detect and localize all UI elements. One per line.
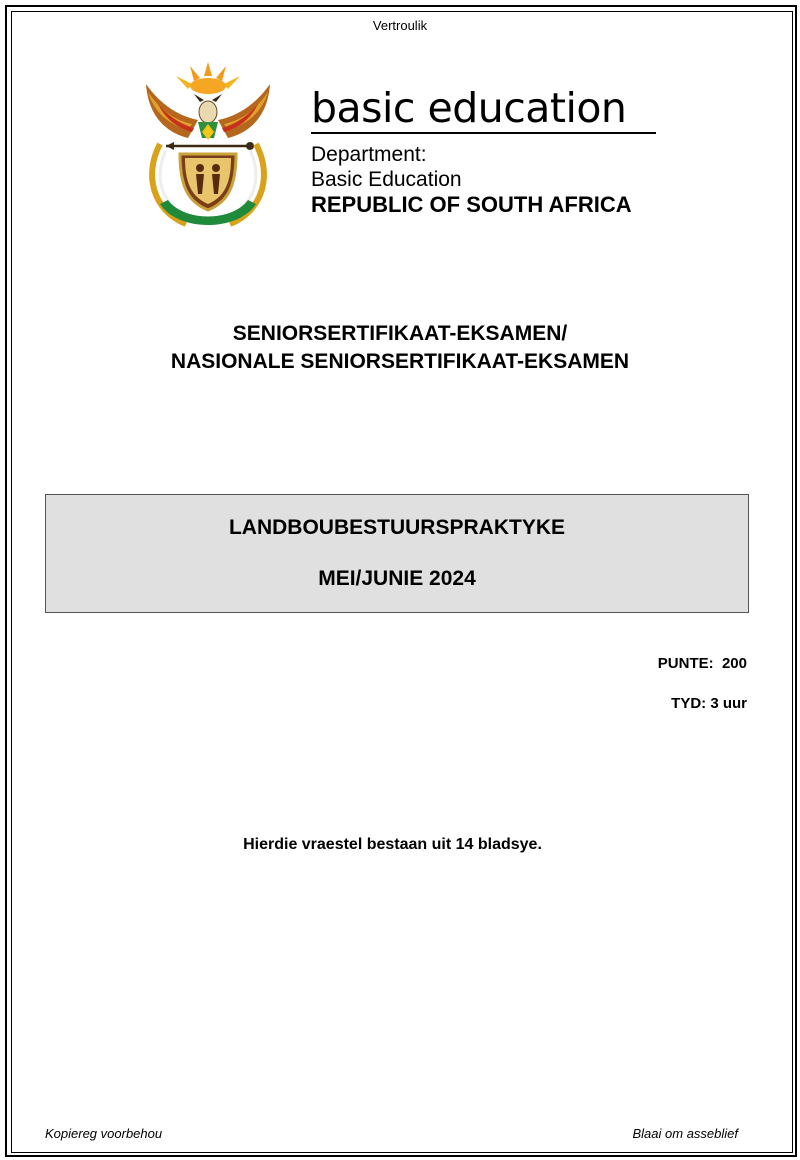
- subject-name: LANDBOUBESTUURSPRAKTYKE: [228, 516, 565, 539]
- shield-icon: [180, 154, 236, 210]
- exam-title-line2: NASIONALE SENIORSERTIFIKAAT-EKSAMEN: [170, 350, 630, 373]
- subject-box: [45, 494, 749, 613]
- sun-icon: [176, 62, 240, 94]
- exam-title: [0, 320, 800, 376]
- country-name: REPUBLIC OF SOUTH AFRICA: [311, 192, 632, 217]
- logo-wordmark: basic education: [311, 84, 627, 132]
- total-marks: PUNTE: 200: [657, 655, 747, 672]
- department-label: Department:: [311, 143, 427, 166]
- copyright-notice: Kopiereg voorbehou: [45, 1126, 163, 1141]
- logo-divider: [311, 132, 656, 134]
- exam-session: MEI/JUNIE 2024: [318, 567, 476, 590]
- confidential-label: Vertroulik: [372, 18, 428, 33]
- coat-of-arms-logo: [138, 54, 278, 232]
- exam-duration: TYD: 3 uur: [671, 695, 747, 712]
- department-logo: [311, 82, 661, 217]
- page-count-note: Hierdie vraestel bestaan uit 14 bladsye.: [243, 836, 542, 853]
- exam-title-line1: SENIORSERTIFIKAAT-EKSAMEN/: [232, 322, 568, 345]
- department-name: Basic Education: [311, 168, 462, 191]
- turn-over-notice: Blaai om asseblief: [632, 1126, 738, 1141]
- secretary-bird-icon: [194, 94, 222, 140]
